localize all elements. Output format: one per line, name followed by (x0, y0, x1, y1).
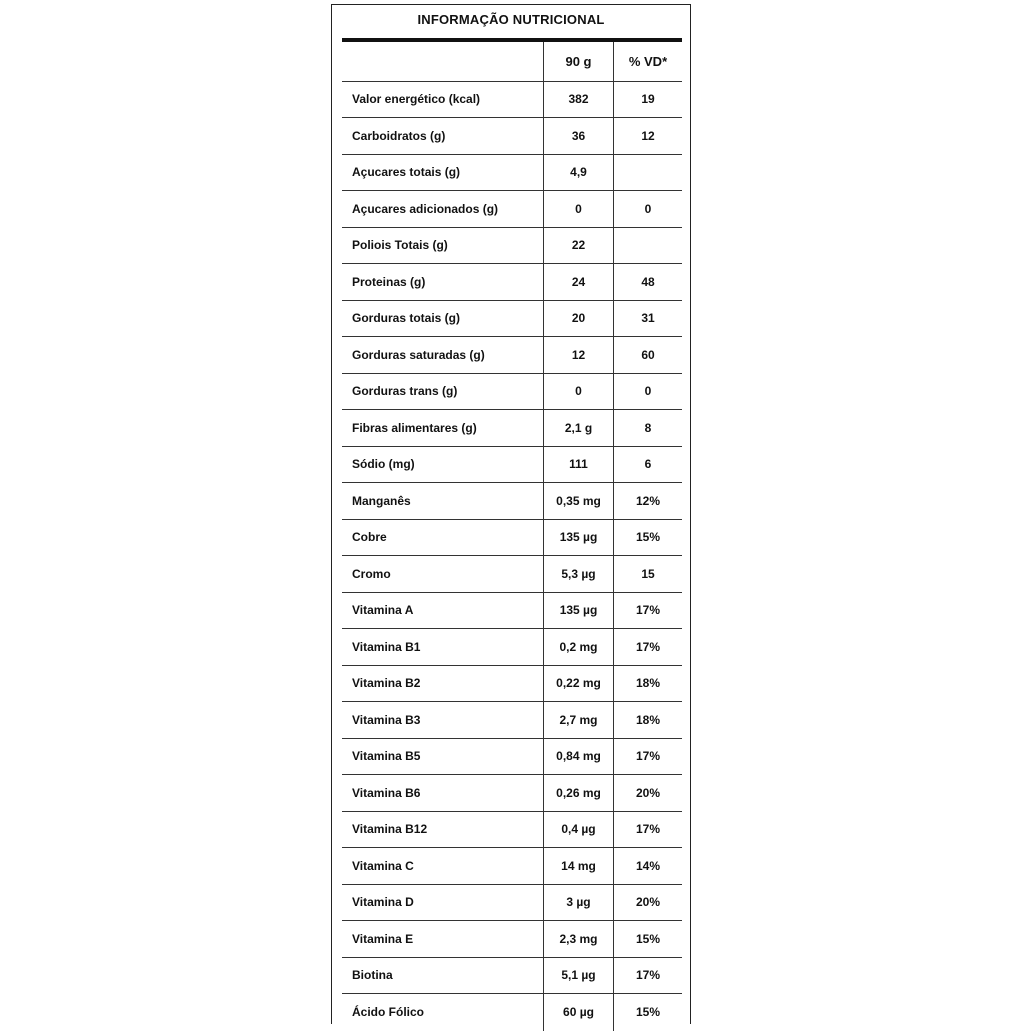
nutrient-amount: 4,9 (544, 155, 614, 191)
nutrient-amount: 2,1 g (544, 410, 614, 446)
nutrition-label (331, 4, 691, 1024)
nutrient-vd: 12% (635, 493, 661, 508)
nutrient-amount: 0,84 mg (544, 739, 614, 775)
nutrient-name: Vitamina A (342, 593, 544, 629)
nutrient-amount: 111 (544, 447, 614, 483)
nutrient-name: Vitamina D (342, 885, 544, 921)
table-row (342, 301, 682, 338)
nutrient-amount: 0,22 mg (544, 666, 614, 702)
nutrient-vd (614, 228, 682, 264)
nutrient-name: Valor energético (kcal) (342, 82, 544, 118)
table-header-row (342, 42, 682, 82)
nutrient-vd: 15 (641, 566, 655, 581)
nutrient-name: Manganês (342, 483, 544, 519)
nutrient-vd: 20% (635, 895, 661, 910)
table-row (342, 337, 682, 374)
table-row (342, 812, 682, 849)
nutrient-vd: 18% (635, 712, 661, 727)
table-row (342, 556, 682, 593)
nutrient-name: Gorduras totais (g) (342, 301, 544, 337)
nutrient-name: Fibras alimentares (g) (342, 410, 544, 446)
nutrient-vd: 15% (635, 530, 661, 545)
nutrient-name: Cromo (342, 556, 544, 592)
nutrition-table (342, 42, 682, 1031)
nutrient-vd: 20% (635, 785, 661, 800)
nutrient-name: Vitamina B3 (342, 702, 544, 738)
nutrient-vd: 48 (641, 274, 655, 289)
nutrient-vd: 12 (641, 128, 655, 143)
table-row (342, 82, 682, 119)
nutrient-vd: 60 (641, 347, 655, 362)
nutrient-vd: 17% (635, 603, 661, 618)
nutrient-amount: 0,2 mg (544, 629, 614, 665)
nutrient-amount: 60 µg (544, 994, 614, 1031)
table-row (342, 155, 682, 192)
nutrient-amount: 2,3 mg (544, 921, 614, 957)
nutrient-amount: 0,35 mg (544, 483, 614, 519)
nutrient-name: Vitamina B12 (342, 812, 544, 848)
table-row (342, 118, 682, 155)
table-row (342, 520, 682, 557)
table-row (342, 264, 682, 301)
nutrient-name: Vitamina C (342, 848, 544, 884)
nutrient-name: Biotina (342, 958, 544, 994)
nutrient-name: Gorduras trans (g) (342, 374, 544, 410)
table-row (342, 228, 682, 265)
header-vd: % VD* (628, 53, 668, 69)
nutrient-vd: 18% (635, 676, 661, 691)
nutrient-amount: 36 (544, 118, 614, 154)
nutrient-vd: 0 (644, 201, 652, 216)
nutrient-vd: 17% (635, 749, 661, 764)
nutrient-name: Vitamina B5 (342, 739, 544, 775)
nutrient-amount: 0,26 mg (544, 775, 614, 811)
nutrient-name: Sódio (mg) (342, 447, 544, 483)
nutrient-amount: 14 mg (544, 848, 614, 884)
header-nutrient (342, 42, 544, 81)
table-row (342, 666, 682, 703)
nutrient-amount: 24 (544, 264, 614, 300)
nutrient-amount: 5,1 µg (544, 958, 614, 994)
nutrient-vd: 8 (644, 420, 652, 435)
table-row (342, 191, 682, 228)
nutrient-amount: 382 (544, 82, 614, 118)
nutrient-amount: 20 (544, 301, 614, 337)
nutrient-vd (614, 155, 682, 191)
nutrient-name: Carboidratos (g) (342, 118, 544, 154)
table-row (342, 994, 682, 1031)
nutrient-amount: 0 (544, 191, 614, 227)
nutrient-vd: 19 (641, 92, 655, 107)
table-row (342, 739, 682, 776)
table-row (342, 374, 682, 411)
nutrient-amount: 3 µg (544, 885, 614, 921)
nutrient-amount: 2,7 mg (544, 702, 614, 738)
header-portion: 90 g (544, 42, 614, 81)
table-row (342, 410, 682, 447)
nutrient-name: Vitamina B1 (342, 629, 544, 665)
nutrient-vd: 17% (635, 968, 661, 983)
nutrient-name: Poliois Totais (g) (342, 228, 544, 264)
nutrient-amount: 22 (544, 228, 614, 264)
nutrient-name: Vitamina E (342, 921, 544, 957)
table-row (342, 775, 682, 812)
nutrient-vd: 17% (635, 639, 661, 654)
nutrient-vd: 17% (635, 822, 661, 837)
nutrient-vd: 0 (644, 384, 652, 399)
nutrient-amount: 12 (544, 337, 614, 373)
nutrient-name: Vitamina B2 (342, 666, 544, 702)
nutrient-name: Cobre (342, 520, 544, 556)
nutrient-amount: 135 µg (544, 520, 614, 556)
table-row (342, 593, 682, 630)
nutrient-vd: 15% (635, 931, 661, 946)
table-row (342, 958, 682, 995)
table-row (342, 848, 682, 885)
label-title: INFORMAÇÃO NUTRICIONAL (417, 12, 605, 27)
nutrient-name: Ácido Fólico (342, 994, 544, 1031)
nutrient-name: Açucares adicionados (g) (342, 191, 544, 227)
table-row (342, 702, 682, 739)
nutrient-amount: 5,3 µg (544, 556, 614, 592)
nutrient-name: Açucares totais (g) (342, 155, 544, 191)
table-row (342, 447, 682, 484)
table-row (342, 629, 682, 666)
nutrient-vd: 31 (641, 311, 655, 326)
table-row (342, 483, 682, 520)
nutrient-amount: 135 µg (544, 593, 614, 629)
nutrient-name: Vitamina B6 (342, 775, 544, 811)
nutrient-vd: 15% (635, 1005, 661, 1020)
nutrient-vd: 14% (635, 858, 661, 873)
nutrient-amount: 0 (544, 374, 614, 410)
nutrient-vd: 6 (644, 457, 652, 472)
nutrient-amount: 0,4 µg (544, 812, 614, 848)
table-row (342, 921, 682, 958)
nutrient-name: Gorduras saturadas (g) (342, 337, 544, 373)
table-row (342, 885, 682, 922)
nutrient-name: Proteinas (g) (342, 264, 544, 300)
